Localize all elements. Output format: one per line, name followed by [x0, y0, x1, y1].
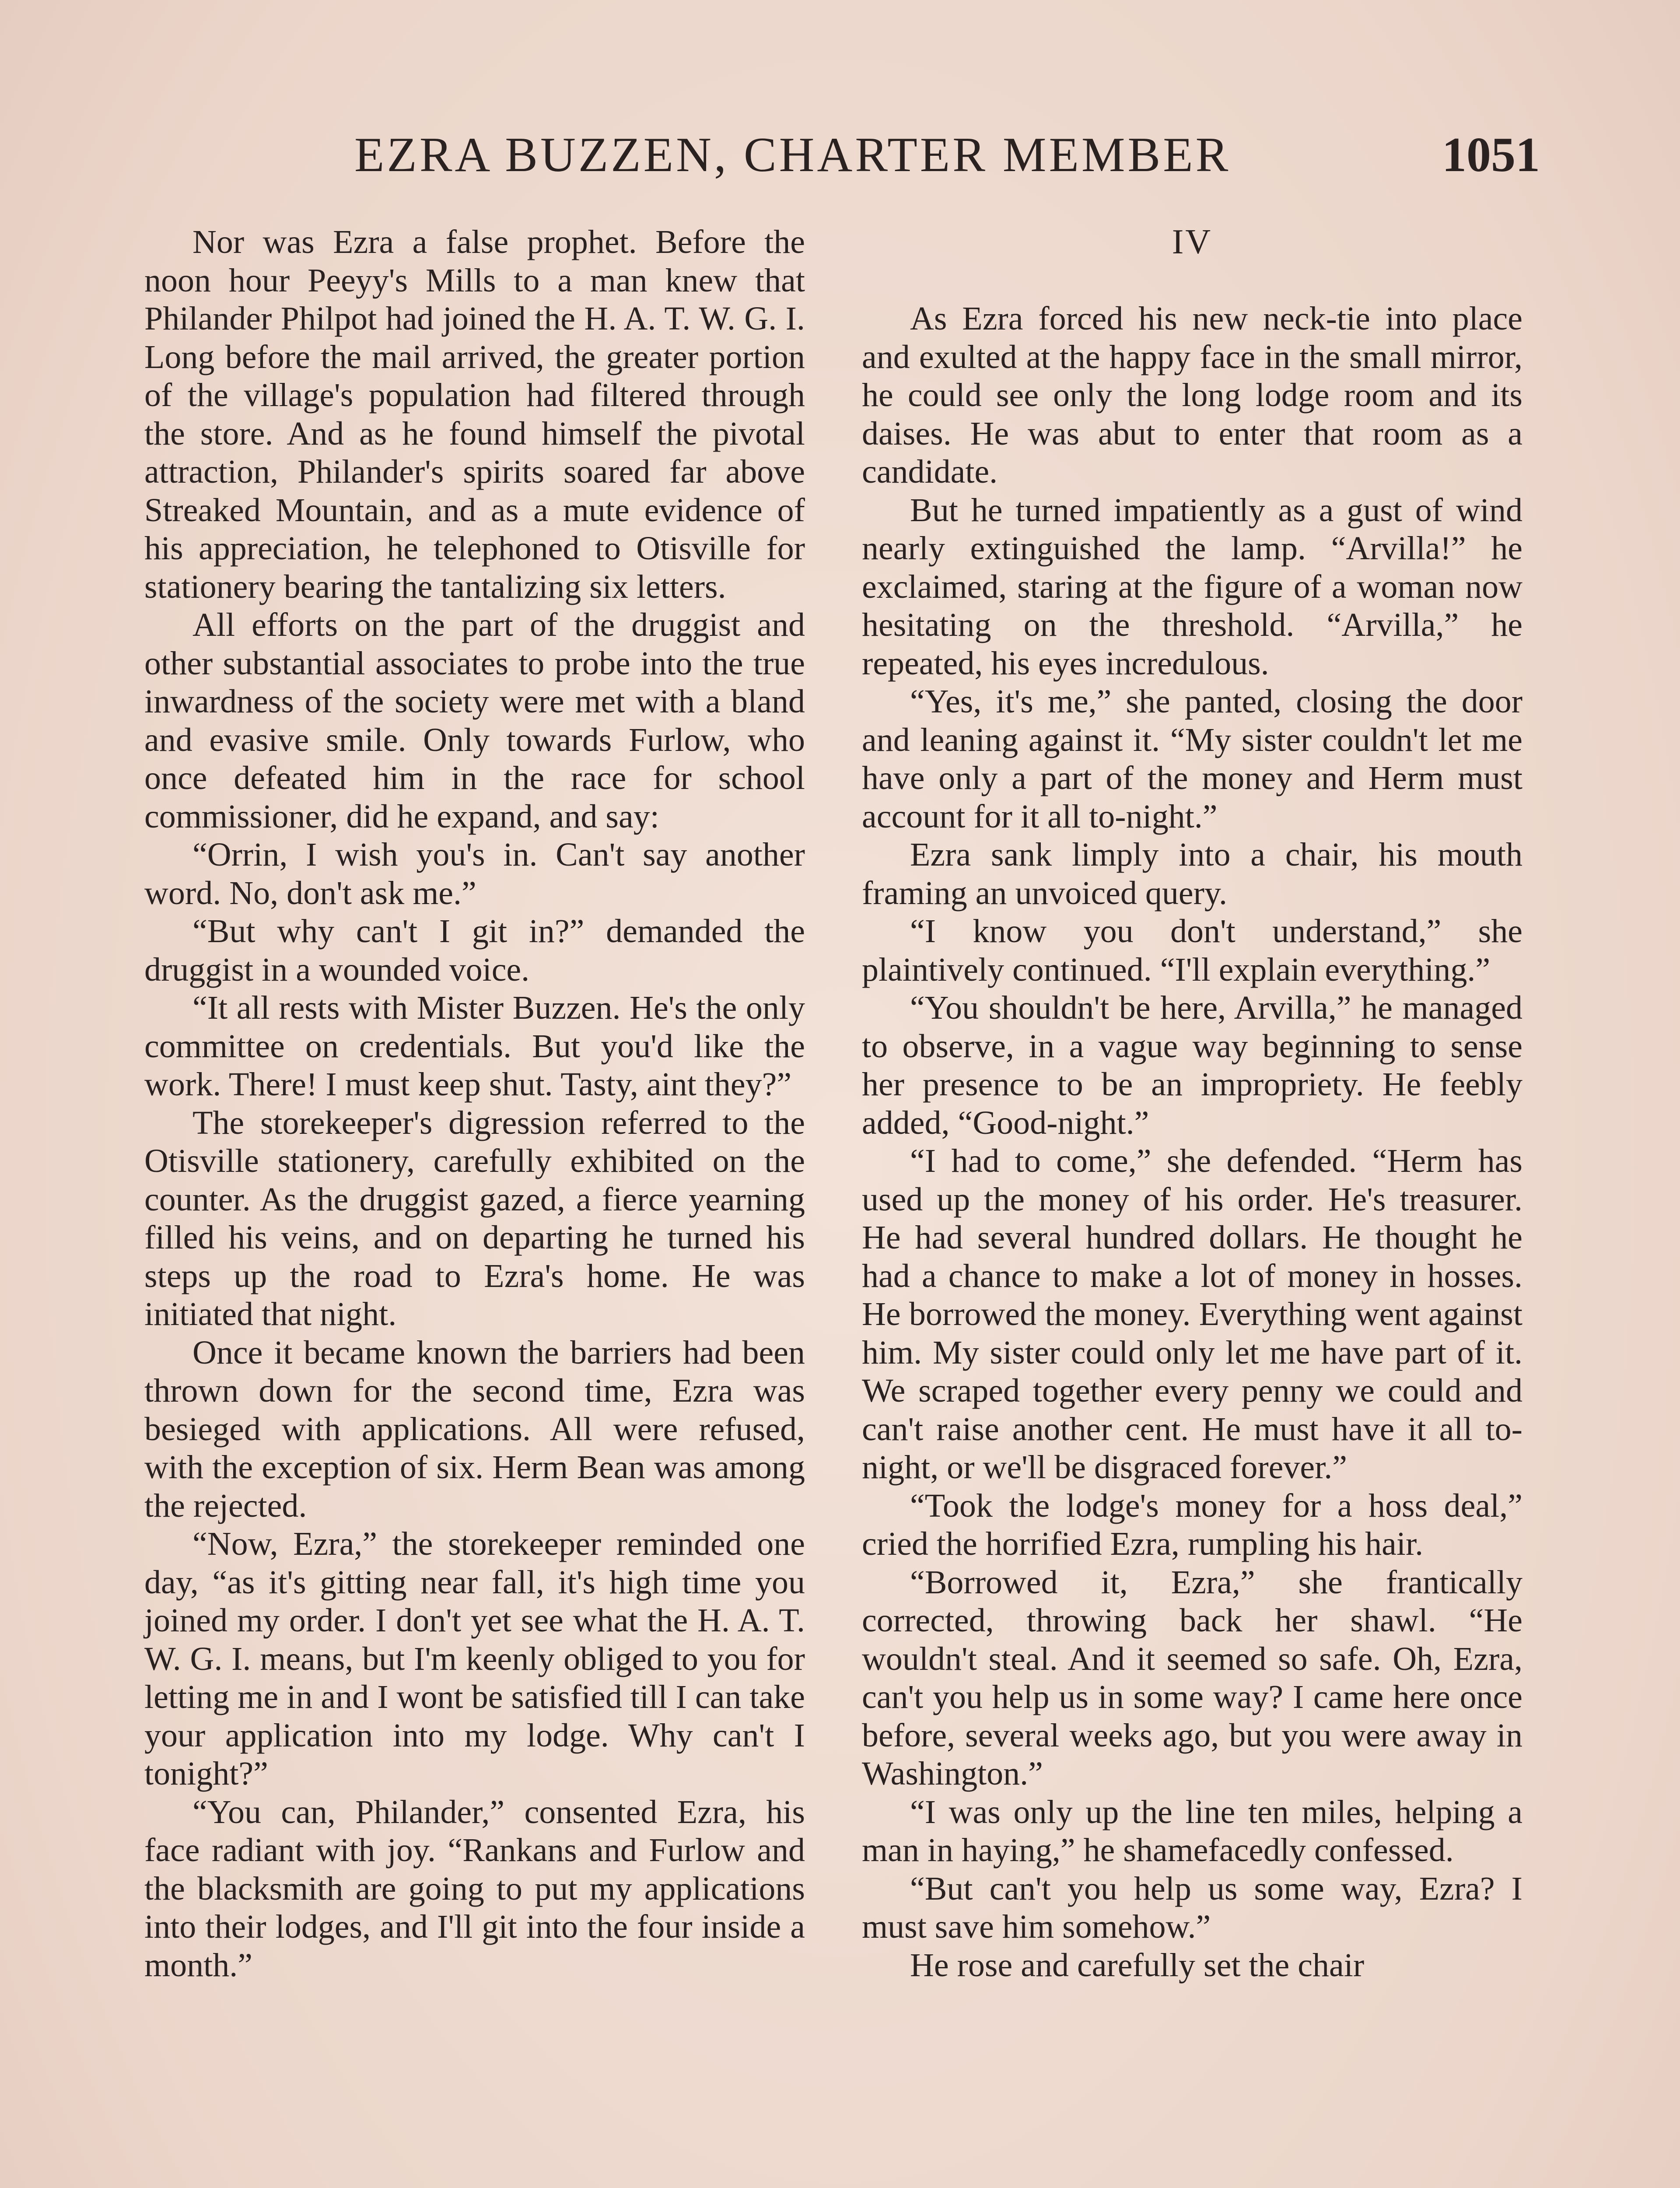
paragraph: Nor was Ezra a false prophet. Before the noon hour Peeyy's Mills to a man knew that Philander Philpot had joined the H. A. T. W. G. I. Long before the mail arrived, the greater portion of the village's population had filtered through the store. And as he found himself the pivotal attraction, Philander's spirits soared far above Streaked Mountain, and as a mute evidence of his appreciation, he telephoned to Otisville for stationery bearing the tantalizing six letters. [144, 224, 805, 605]
section-heading: IV [1172, 223, 1213, 261]
right-column [862, 223, 1522, 1985]
running-title: EZRA BUZZEN, CHARTER MEMBER [354, 128, 1231, 182]
paragraph: “Now, Ezra,” the storekeeper reminded one day, “as it's gitting near fall, it's high time you joined my order. I don't yet see what the H. A. T. W. G. I. means, but I'm keenly obliged to you for letting me in and I wont be satisfied till I can take your application into my lodge. Why can't I tonight?” [144, 1525, 805, 1792]
paragraph: “I know you don't understand,” she plaintively continued. “I'll explain everything.” [862, 913, 1522, 988]
paragraph: “But can't you help us some way, Ezra? I must save him somehow.” [862, 1870, 1522, 1945]
page-number: 1051 [1442, 128, 1540, 182]
left-column [144, 223, 805, 1985]
paragraph: But he turned impatiently as a gust of wind nearly extinguished the lamp. “Arvilla!” he exclaimed, staring at the figure of a woman now hesitating on the threshold. “Arvilla,” he repeated, his eyes incredulous. [862, 491, 1522, 682]
paragraph: “Orrin, I wish you's in. Can't say another word. No, don't ask me.” [144, 836, 805, 912]
paragraph: Ezra sank limply into a chair, his mouth framing an unvoiced query. [862, 836, 1522, 912]
paragraph: The storekeeper's digression referred to the Otisville stationery, carefully exhibited on the counter. As the druggist gazed, a fierce yearning filled his veins, and on departing he turned his steps up the road to Ezra's home. He was initiated that night. [144, 1104, 805, 1332]
paragraph: “You shouldn't be here, Arvilla,” he managed to observe, in a vague way beginning to sense her presence to be an impropriety. He feebly added, “Good-night.” [862, 989, 1522, 1141]
paragraph: Once it became known the barriers had been thrown down for the second time, Ezra was besieged with applications. All were refused, with the exception of six. Herm Bean was among the rejected. [144, 1334, 805, 1524]
paragraph: “I was only up the line ten miles, helping a man in haying,” he shamefacedly confessed. [862, 1793, 1522, 1869]
paragraph: All efforts on the part of the druggist and other substantial associates to probe into the true inwardness of the society were met with a bland and evasive smile. Only towards Furlow, who once defeated him in the race for school commissioner, did he expand, and say: [144, 607, 805, 835]
paragraph: “I had to come,” she defended. “Herm has used up the money of his order. He's treasurer. He had several hundred dollars. He thought he had a chance to make a lot of money in hosses. He borrowed the money. Everything went against him. My sister could only let me have part of it. We scraped together every penny we could and can't raise another cent. He must have it all to-night, or we'll be disgraced forever.” [862, 1143, 1522, 1486]
paragraph: As Ezra forced his new neck-tie into place and exulted at the happy face in the small mirror, he could see only the long lodge room and its daises. He was abut to enter that room as a candidate. [862, 300, 1522, 490]
paragraph: “It all rests with Mister Buzzen. He's the only committee on credentials. But you'd like the work. There! I must keep shut. Tasty, aint they?” [144, 989, 805, 1103]
paragraph: “Yes, it's me,” she panted, closing the door and leaning against it. “My sister couldn't let me have only a part of the money and Herm must account for it all to-night.” [862, 683, 1522, 835]
paragraph: “But why can't I git in?” demanded the druggist in a wounded voice. [144, 913, 805, 988]
page-header [144, 127, 1540, 188]
paragraph: “Borrowed it, Ezra,” she frantically corrected, throwing back her shawl. “He wouldn't steal. And it seemed so safe. Oh, Ezra, can't you help us in some way? I came here once before, several weeks ago, but you were away in Washington.” [862, 1564, 1522, 1792]
paragraph: He rose and carefully set the chair [910, 1946, 1365, 1984]
paragraph: “Took the lodge's money for a hoss deal,” cried the horrified Ezra, rumpling his hair. [862, 1487, 1522, 1562]
paragraph: “You can, Philander,” consented Ezra, his face radiant with joy. “Rankans and Furlow and the blacksmith are going to put my applications into their lodges, and I'll git into the four inside a month.” [144, 1793, 805, 1984]
